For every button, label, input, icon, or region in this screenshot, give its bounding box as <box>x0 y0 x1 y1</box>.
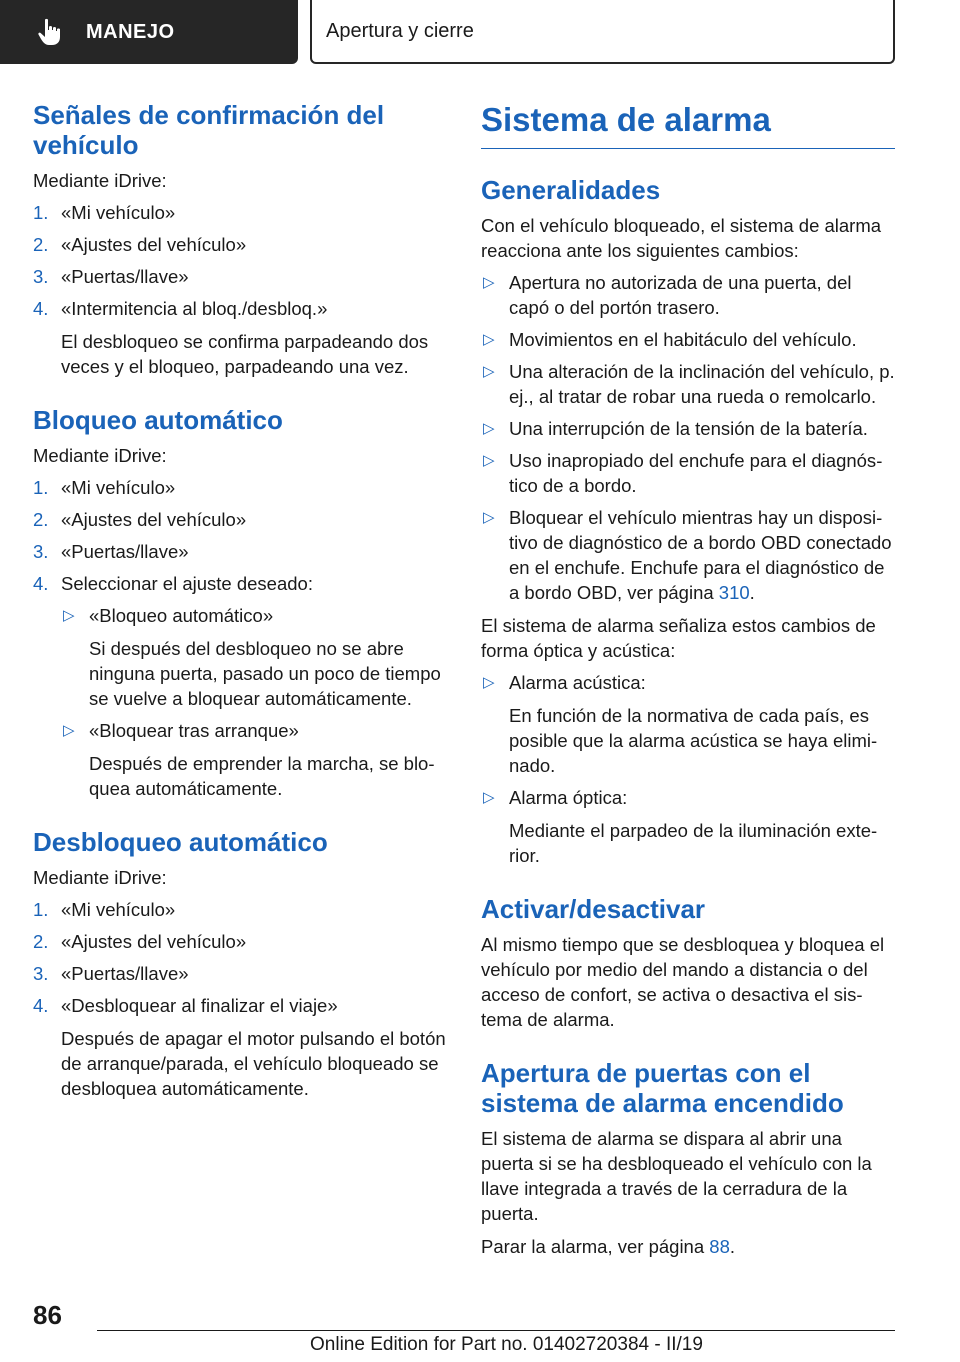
heading-auto-unlock: Desbloqueo automático <box>33 827 328 857</box>
step-text: «Mi vehículo» <box>61 899 176 920</box>
step-number: 1. <box>33 899 49 920</box>
list-item <box>33 897 448 922</box>
step-number: 2. <box>33 509 49 530</box>
signal-description: Mediante el parpadeo de la iluminación exterior. <box>509 820 878 866</box>
list-item <box>33 232 448 257</box>
page-header <box>0 0 960 66</box>
signal-title: Alarma acústica: <box>509 672 646 693</box>
step-text: «Mi vehículo» <box>61 477 176 498</box>
triangle-bullet-icon: ▷ <box>483 509 495 526</box>
general-intro: Con el vehículo bloqueado, el sistema de alarma reacciona ante los siguientes cambios: <box>481 215 882 261</box>
intro-text: Mediante iDrive: <box>33 867 167 888</box>
step-note: El desbloqueo se confirma parpadeando dos veces y el bloqueo, parpadeando una vez. <box>61 331 429 377</box>
footer-edition: Online Edition for Part no. 01402720384 - II/19 <box>310 1334 703 1355</box>
stop-alarm-text: Parar la alarma, ver página 88. <box>481 1236 735 1257</box>
step-text: «Desbloquear al finalizar el viaje» <box>61 995 338 1016</box>
signals-list <box>481 670 895 868</box>
list-item: ▷ Bloquear el vehículo mientras hay un dispositivo de diagnóstico de a bordo OBD conectado en el enchufe. Enchufe para el diagnóstico de a bordo OBD, ver página 310. <box>483 507 892 603</box>
step-text: «Puertas/llave» <box>61 541 189 562</box>
list-item <box>481 359 895 409</box>
option-title: «Bloquear tras arranque» <box>89 720 299 741</box>
step-text: «Puertas/llave» <box>61 963 189 984</box>
option-item <box>61 718 448 801</box>
list-item <box>481 785 895 868</box>
heading-confirmation-signals: Señales de confirmación del vehículo <box>33 100 385 160</box>
right-column <box>481 100 895 1259</box>
list-item <box>33 296 448 379</box>
triangle-bullet-icon: ▷ <box>63 722 75 739</box>
bullet-text: Una alteración de la inclinación del vehículo, p. ej., al tratar de robar una rueda o remolcarlo. <box>509 361 895 407</box>
page-link-88[interactable]: 88 <box>709 1236 730 1257</box>
page-link-310[interactable]: 310 <box>718 582 750 603</box>
page-number: 86 <box>33 1300 62 1330</box>
triangle-bullet-icon: ▷ <box>63 607 75 624</box>
heading-auto-lock: Bloqueo automático <box>33 405 283 435</box>
step-text: «Mi vehículo» <box>61 202 176 223</box>
step-number: 2. <box>33 234 49 255</box>
step-number: 2. <box>33 931 49 952</box>
bullet-text: Uso inapropiado del enchufe para el diagnóstico de a bordo. <box>509 450 883 496</box>
step-text: «Ajustes del vehículo» <box>61 931 247 952</box>
triangle-bullet-icon: ▷ <box>483 420 495 437</box>
step-text: «Ajustes del vehículo» <box>61 234 247 255</box>
bullet-text: Movimientos en el habitáculo del vehículo. <box>509 329 857 350</box>
list-item <box>33 507 448 532</box>
chapter-tab <box>310 0 895 64</box>
step-number: 3. <box>33 541 49 562</box>
activate-text: Al mismo tiempo que se desbloquea y bloquea el vehículo por medio del mando a distancia o del acceso de confort, se activa o desactiva el sistema de alarma. <box>481 934 885 1030</box>
steps-list <box>33 475 448 801</box>
list-item <box>481 327 895 352</box>
option-item <box>61 603 448 711</box>
triangle-bullet-icon: ▷ <box>483 674 495 691</box>
section-label: MANEJO <box>86 20 175 43</box>
option-title: «Bloqueo automático» <box>89 605 274 626</box>
list-item <box>481 416 895 441</box>
step-number: 1. <box>33 477 49 498</box>
triangle-bullet-icon: ▷ <box>483 452 495 469</box>
heading-door-opening: Apertura de puertas con el sistema de alarma encendido <box>481 1058 844 1118</box>
section-tab <box>0 0 298 64</box>
heading-alarm-system: Sistema de alarma <box>481 100 895 149</box>
list-item <box>33 264 448 289</box>
step-text: «Puertas/llave» <box>61 266 189 287</box>
bullet-text: Apertura no autorizada de una puerta, del capó o del portón trasero. <box>509 272 852 318</box>
step-number: 3. <box>33 266 49 287</box>
option-description: Después de emprender la marcha, se bloquea automáticamente. <box>89 753 435 799</box>
list-item <box>33 571 448 801</box>
list-item <box>33 929 448 954</box>
list-item <box>33 961 448 986</box>
steps-list <box>33 897 448 1101</box>
door-opening-text: El sistema de alarma se dispara al abrir una puerta si se ha desbloqueado el vehículo con la llave integrada a través de la cerradura de la puerta. <box>481 1128 872 1224</box>
step-text: «Intermitencia al bloq./desbloq.» <box>61 298 328 319</box>
list-item <box>481 670 895 778</box>
step-number: 4. <box>33 995 49 1016</box>
step-number: 3. <box>33 963 49 984</box>
triangle-bullet-icon: ▷ <box>483 789 495 806</box>
list-item <box>33 200 448 225</box>
step-text: «Ajustes del vehículo» <box>61 509 247 530</box>
steps-list <box>33 200 448 379</box>
triangle-bullet-icon: ▷ <box>483 274 495 291</box>
changes-list <box>481 270 895 605</box>
list-item <box>481 270 895 320</box>
chapter-label: Apertura y cierre <box>326 19 474 42</box>
triangle-bullet-icon: ▷ <box>483 331 495 348</box>
hand-pointer-icon <box>36 17 66 47</box>
list-item <box>33 475 448 500</box>
heading-general: Generalidades <box>481 175 661 205</box>
signal-intro: El sistema de alarma señaliza estos cambios de forma óptica y acústica: <box>481 615 876 661</box>
left-column <box>33 100 448 1101</box>
step-note: Después de apagar el motor pulsando el botón de arranque/parada, el vehículo bloqueado se desbloquea automáticamente. <box>61 1028 446 1099</box>
footer-divider <box>97 1330 895 1331</box>
option-description: Si después del desbloqueo no se abre ninguna puerta, pasado un poco de tiempo se vuelve a bloquear automáticamente. <box>89 638 441 709</box>
list-item <box>33 993 448 1101</box>
options-list <box>61 603 448 801</box>
step-text: Seleccionar el ajuste deseado: <box>61 573 313 594</box>
list-item <box>481 448 895 498</box>
triangle-bullet-icon: ▷ <box>483 363 495 380</box>
intro-text: Mediante iDrive: <box>33 170 167 191</box>
step-number: 4. <box>33 573 49 594</box>
step-number: 4. <box>33 298 49 319</box>
heading-activate-deactivate: Activar/desactivar <box>481 894 706 924</box>
list-item <box>33 539 448 564</box>
bullet-text: Bloquear el vehículo mientras hay un dispositivo de diagnóstico de a bordo OBD conectado en el enchufe. Enchufe para el diagnóstico de a bordo OBD, ver página <box>509 507 892 603</box>
bullet-text: Una interrupción de la tensión de la batería. <box>509 418 868 439</box>
signal-title: Alarma óptica: <box>509 787 628 808</box>
signal-description: En función de la normativa de cada país, es posible que la alarma acústica se haya eliminado. <box>509 705 878 776</box>
intro-text: Mediante iDrive: <box>33 445 167 466</box>
step-number: 1. <box>33 202 49 223</box>
